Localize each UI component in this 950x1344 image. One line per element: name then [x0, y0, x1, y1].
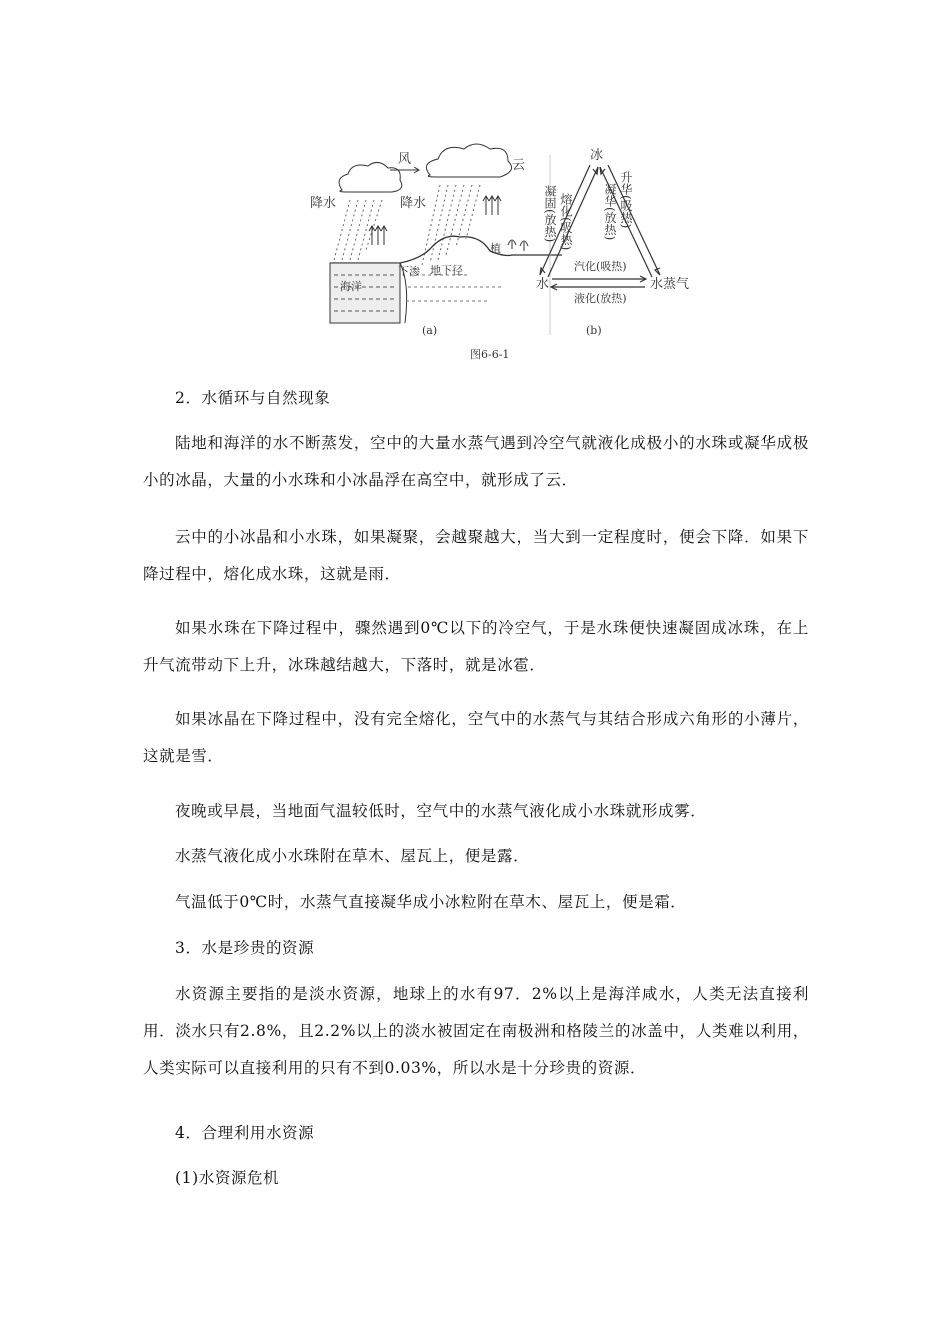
paragraph: 水资源主要指的是淡水资源，地球上的水有97．2%以上是海洋咸水，人类无法直接利用．淡水只有2.8%，且2.2%以上的淡水被固定在南极洲和格陵兰的冰盖中，人类难以利用，人类实际可以直接利用的只有不到0.03%，所以水是十分珍贵的资源．	[143, 985, 809, 1077]
label-wind: 风	[398, 152, 412, 167]
label-ice: 冰	[590, 148, 604, 163]
section-heading-3: 3．水是珍贵的资源	[175, 939, 315, 957]
water-cycle-figure	[290, 135, 690, 370]
caption-a: (a)	[422, 324, 438, 337]
caption-b: (b)	[586, 324, 602, 337]
label-vapor: 水蒸气	[650, 277, 690, 292]
section-heading-4: 4．合理利用水资源	[175, 1124, 315, 1142]
paragraph: 如果水珠在下降过程中，骤然遇到0℃以下的冷空气，于是水珠便快速凝固成冰珠，在上升气流带动下上升，冰珠越结越大，下落时，就是冰雹．	[143, 619, 809, 674]
label-condense: 液化(放热)	[574, 292, 627, 305]
label-groundwater: 地下径	[430, 264, 463, 277]
paragraph: 气温低于0℃时，水蒸气直接凝华成小冰粒附在草木、屋瓦上，便是霜．	[175, 893, 687, 911]
paragraph: 夜晚或早晨，当地面气温较低时，空气中的水蒸气液化成小水珠就形成雾．	[175, 802, 707, 820]
water-cycle-diagram	[330, 144, 562, 335]
label-sublime: 升华(吸热)	[619, 171, 633, 229]
label-rain-left: 降水	[310, 196, 337, 211]
paragraph: 云中的小冰晶和小水珠，如果凝聚，会越聚越大，当大到一定程度时，便会下降．如果下降过程中，熔化成水珠，这就是雨．	[143, 528, 809, 583]
paragraph: 陆地和海洋的水不断蒸发，空中的大量水蒸气遇到冷空气就液化成极小的水珠或凝华成极小的冰晶，大量的小水珠和小冰晶浮在高空中，就形成了云．	[143, 434, 809, 489]
subsection-heading: (1)水资源危机	[175, 1169, 280, 1187]
section-heading-2: 2．水循环与自然现象	[175, 389, 331, 407]
label-ocean: 海洋	[340, 280, 362, 293]
label-deposit: 凝华(放热)	[603, 183, 617, 241]
label-plant: 植	[490, 242, 501, 255]
figure-number: 图6-6-1	[470, 348, 510, 361]
label-cloud: 云	[512, 158, 526, 173]
label-freeze: 凝固(放热)	[543, 185, 557, 243]
label-evaporate: 汽化(吸热)	[574, 260, 627, 273]
label-rain-right: 降水	[400, 196, 427, 211]
label-melt: 熔化(吸热)	[559, 193, 573, 251]
label-water: 水	[536, 277, 550, 292]
paragraph: 如果冰晶在下降过程中，没有完全熔化，空气中的水蒸气与其结合形成六角形的小薄片，这就是雪．	[143, 710, 809, 765]
paragraph: 水蒸气液化成小水珠附在草木、屋瓦上，便是露．	[175, 847, 530, 865]
label-infiltration: 下渗	[398, 265, 420, 278]
